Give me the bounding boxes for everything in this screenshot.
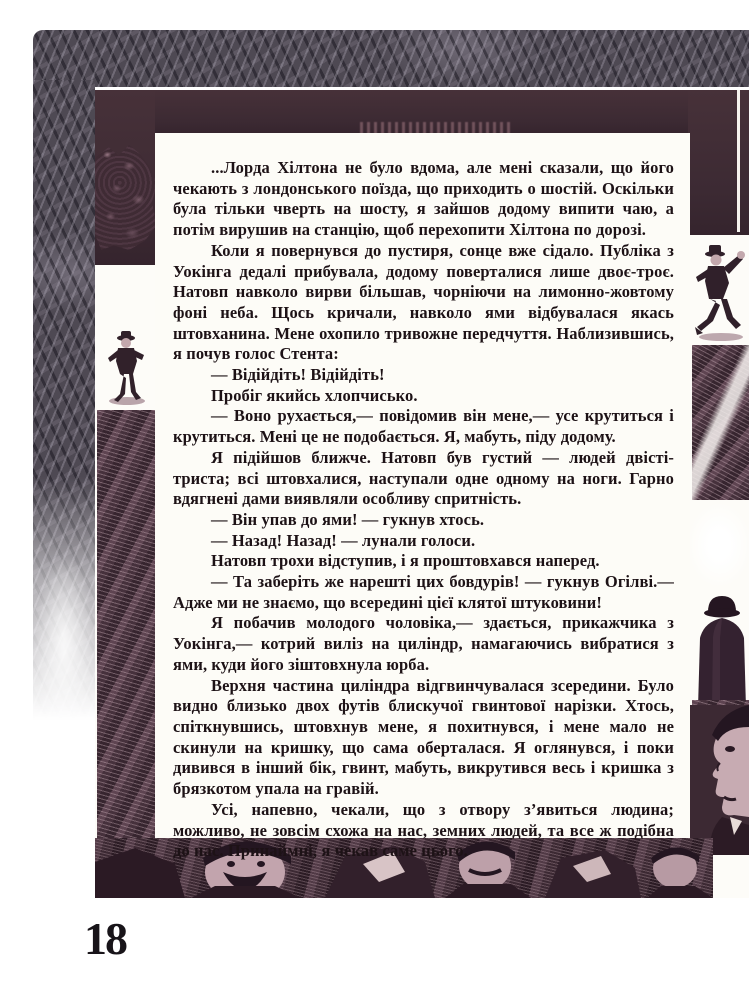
engraved-texture-left [97, 410, 155, 898]
paragraph: Натовп трохи відступив, і я проштовхався наперед. [211, 551, 600, 571]
paragraph: — Воно рухається,— повідомив він мене,— усе крутиться і крутиться. Мені це не подобається. Я, мабуть, піду додому. [173, 406, 674, 447]
paragraph: Я побачив молодого чоловіка,— здається, прикажчика з Уокінга,— котрий виліз на циліндр, намагаючись вибратися з ями, куди його зіштовхнула юрба. [173, 613, 674, 674]
border-engraving-top [33, 30, 749, 87]
bowler-man-back-illustration [694, 590, 749, 708]
page-number: 18 [84, 913, 126, 964]
paragraph: Коли я повернувся до пустиря, сонце вже сідало. Публіка з Уокінга дедалі прибувала, додому поверталися лише двоє-троє. Натовп навколо вирви більшав, чорніючи на лимонно-жовтому фоні неба. Щось кричали, навколо ями відбувалася якась штовханина. Мене охопило тривожне передчуття. Наблизившись, я почув голос Стента: [173, 240, 674, 364]
text-panel [155, 133, 690, 861]
engraved-texture-right-top [692, 345, 749, 500]
paragraph: Пробіг якийсь хлопчисько. [211, 385, 418, 405]
running-man-illustration [693, 243, 749, 343]
paragraph: — Та заберіть же нарешті цих бовдурів! — гукнув Огілві.— Адже ми не знаємо, що всередині цієї клятої штуковини! [173, 572, 674, 612]
paragraph: Усі, напевно, чекали, що з отвору з’явиться людина; можливо, не зовсім схожа на нас, земних людей, та все ж подібна до нас. Принаймні, я чекав саме цього. [173, 799, 674, 861]
paragraph: ...Лорда Хілтона не було вдома, але мені сказали, що його чекають з лондонського поїзда, що приходить о шостій. Оскільки була тільки чверть на шосту, я зайшов додому випити чаю, а потім вирушив на станцію, щоб перехопити Хілтона по дорозі. [173, 158, 674, 240]
paragraph: — Назад! Назад! — лунали голоси. [211, 530, 476, 550]
paragraph: Верхня частина циліндра відгвинчувалася зсередини. Було видно близько двох футів блискучої гвинтової нарізки. Хтось, спіткнувшись, штовхнув мене, я похитнувся, і мене мало не скинули на кришку, що сама оберталася. Я оглянувся, і поки дивився в інший бік, гвинт, мабуть, викрутився весь і кришка з брязкотом упала на гравій. [173, 675, 674, 799]
paragraph: — Він упав до ями! — гукнув хтось. [211, 509, 485, 529]
paragraph: — Відійдіть! Відійдіть! [211, 365, 385, 385]
standing-man-illustration [100, 328, 152, 406]
smoke-mist-right [690, 495, 749, 595]
paragraph: Я підійшов ближче. Натовп був густий — людей двісті-триста; всі штовхалися, наступали одне одному на ноги. Гарно вдягнені дами виявляли особливу спритність. [173, 447, 674, 509]
profile-face-illustration [690, 705, 749, 855]
smoke-mist-left [33, 540, 95, 800]
frame-line-right [737, 90, 740, 232]
